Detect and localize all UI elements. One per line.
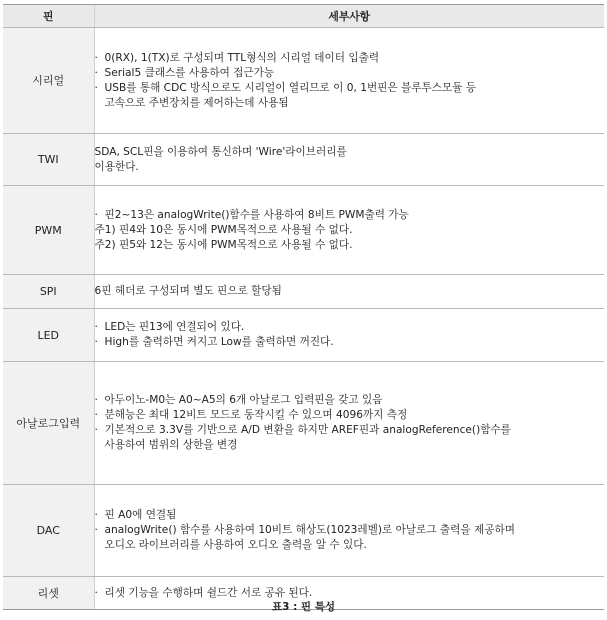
table-row-pwm bbox=[3, 186, 604, 275]
bullet-icon: · bbox=[94, 321, 98, 333]
bullet-icon: · bbox=[94, 208, 98, 221]
pin-name: LED bbox=[3, 309, 94, 362]
pin-name: SPI bbox=[3, 275, 94, 309]
detail-line: 오디오 라이브러리를 사용하여 오디오 출력을 알 수 있다. bbox=[104, 539, 367, 551]
detail-line: 주1) 핀4와 10은 동시에 PWM목적으로 사용될 수 없다. bbox=[94, 223, 353, 236]
pin-name: 아날로그입력 bbox=[3, 362, 94, 485]
detail-line: · 핀2~13은 analogWrite()함수를 사용하여 8비트 PWM출력 가능 bbox=[94, 208, 409, 221]
detail-line: 사용하여 범위의 상한을 변경 bbox=[104, 439, 238, 451]
bullet-icon: · bbox=[94, 66, 98, 79]
detail-cell bbox=[94, 186, 604, 275]
detail-line: · Serial5 클래스를 사용하여 접근가능 bbox=[94, 66, 275, 79]
detail-line: · analogWrite() 함수를 사용하여 10비트 해상도(1023레벨)로 아날로그 출력을 제공하며 bbox=[94, 524, 515, 536]
bullet-icon: · bbox=[94, 524, 98, 536]
detail-cell bbox=[94, 309, 604, 362]
bullet-icon: · bbox=[94, 336, 98, 348]
pin-name: PWM bbox=[3, 186, 94, 275]
detail-line: 6핀 헤더로 구성되며 별도 핀으로 할당됨 bbox=[94, 285, 282, 297]
table-row-serial bbox=[3, 28, 604, 134]
pin-name: TWI bbox=[3, 134, 94, 186]
bullet-icon: · bbox=[94, 424, 98, 436]
detail-line: · 기본적으로 3.3V를 기반으로 A/D 변환을 하지만 AREF핀과 analogReference()함수를 bbox=[94, 424, 511, 436]
detail-cell bbox=[94, 485, 604, 577]
header-detail: 세부사항 bbox=[94, 5, 604, 28]
table-row-analog-input bbox=[3, 362, 604, 485]
table-caption: 표3 : 핀 특성 bbox=[271, 601, 336, 613]
pin-name: 시리얼 bbox=[3, 28, 94, 134]
bullet-icon: · bbox=[94, 81, 98, 94]
detail-cell bbox=[94, 275, 604, 309]
table-header-row bbox=[3, 5, 604, 28]
table-row-spi bbox=[3, 275, 604, 309]
bullet-icon: · bbox=[94, 51, 98, 64]
header-pin: 핀 bbox=[3, 5, 94, 28]
detail-line: · 0(RX), 1(TX)로 구성되며 TTL형식의 시리얼 데이터 입출력 bbox=[94, 51, 380, 64]
pin-name: DAC bbox=[3, 485, 94, 577]
table-row-led bbox=[3, 309, 604, 362]
bullet-icon: · bbox=[94, 586, 98, 599]
pin-name: 리셋 bbox=[3, 577, 94, 610]
detail-line: · 핀 A0에 연결됨 bbox=[94, 509, 177, 521]
detail-line: 이용한다. bbox=[94, 160, 139, 173]
pin-characteristics-table bbox=[3, 4, 604, 610]
detail-line: · 아두이노-M0는 A0~A5의 6개 아날로그 입력핀을 갖고 있음 bbox=[94, 394, 383, 406]
bullet-icon: · bbox=[94, 409, 98, 421]
detail-line: · 리셋 기능을 수행하며 쉴드간 서로 공유 된다. bbox=[94, 586, 313, 599]
detail-cell bbox=[94, 28, 604, 134]
table-row-twi bbox=[3, 134, 604, 186]
bullet-icon: · bbox=[94, 394, 98, 406]
detail-line: · LED는 핀13에 연결되어 있다. bbox=[94, 321, 245, 333]
detail-line: 주2) 핀5와 12는 동시에 PWM목적으로 사용될 수 없다. bbox=[94, 238, 353, 251]
detail-line: · High를 출력하면 켜지고 Low를 출력하면 꺼진다. bbox=[94, 336, 334, 348]
detail-cell bbox=[94, 362, 604, 485]
table-row-dac bbox=[3, 485, 604, 577]
detail-line: 고속으로 주변장치를 제어하는데 사용됨 bbox=[104, 96, 289, 109]
detail-line: · 분해능은 최대 12비트 모드로 동작시킬 수 있으며 4096까지 측정 bbox=[94, 409, 408, 421]
detail-line: · USB를 통해 CDC 방식으로도 시리얼이 열리므로 이 0, 1번핀은 블루투스모듈 등 bbox=[94, 81, 477, 94]
detail-line: SDA, SCL핀을 이용하여 통신하며 'Wire'라이브러리를 bbox=[94, 145, 347, 158]
bullet-icon: · bbox=[94, 509, 98, 521]
detail-cell bbox=[94, 134, 604, 186]
